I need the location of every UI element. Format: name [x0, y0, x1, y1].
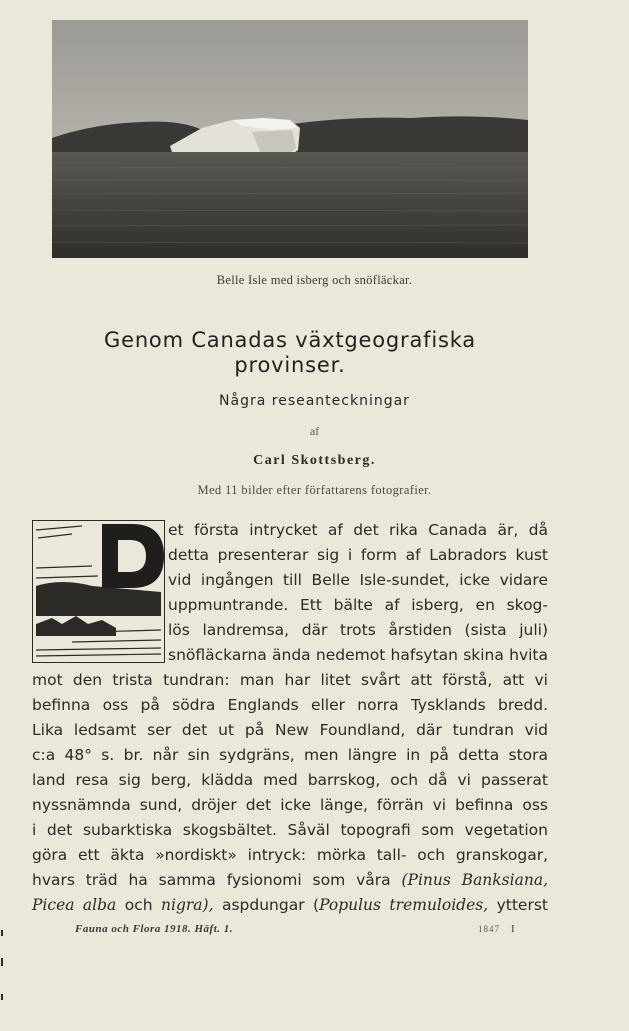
figure-caption: Belle Isle med isberg och snöfläckar.	[216, 273, 413, 287]
species-pinus-banksiana: (Pinus Banksiana,	[401, 871, 548, 889]
body-line-11: land resa sig berg, klädda med barrskog, och då vi passerat	[32, 771, 548, 789]
body-line-1: et första intrycket af det rika Canada är, då	[168, 521, 548, 539]
body-line-16	[32, 895, 548, 915]
body-line-5: lös landremsa, där trots årstiden (sista juli)	[168, 621, 548, 639]
journal-footer: Fauna och Flora 1918. Häft. 1.	[75, 923, 234, 935]
article-subtitle: Några reseanteckningar	[219, 393, 410, 409]
body-line-3: vid ingången till Belle Isle-sundet, icke vidare	[168, 571, 548, 589]
body-line-12: nyssnämnda sund, dröjer det icke länge, förrän vi befinna oss	[32, 796, 548, 814]
body-line-7: mot den trista tundran: man har litet svårt att förstå, att vi	[32, 671, 548, 689]
iceberg-photo	[52, 20, 528, 258]
article-title	[40, 328, 540, 378]
body-line-16-aspdungar: aspdungar (	[213, 896, 320, 914]
species-populus-tremuloides: Populus tremuloides,	[319, 896, 489, 914]
title-line-2: provinser.	[234, 353, 346, 377]
body-line-14: göra ett äkta »nordiskt» intryck: mörka tall- och granskogar,	[32, 846, 548, 864]
body-line-15-text: hvars träd ha samma fysionomi som våra	[32, 871, 402, 889]
signature-mark: I	[511, 923, 515, 935]
body-line-13: i det subarktiska skogsbältet. Såväl topografi som vegetation	[32, 821, 548, 839]
body-line-8: befinna oss på södra Englands eller norra Tysklands bredd.	[32, 696, 548, 714]
margin-binding-marks	[0, 928, 6, 1008]
author-name: Carl Skottsberg.	[253, 453, 376, 468]
body-line-15	[32, 870, 548, 890]
print-code: 1847	[478, 924, 500, 934]
title-line-1: Genom Canadas växtgeografiska	[104, 328, 476, 352]
species-nigra: nigra),	[161, 896, 214, 914]
body-line-10: c:a 48° s. br. når sin sydgräns, men längre in på detta stora	[32, 746, 548, 764]
species-picea-alba: Picea alba	[32, 896, 117, 914]
photo-credit-note: Med 11 bilder efter författarens fotografier.	[197, 483, 432, 497]
body-line-6: snöfläckarna ända nedemot hafsytan skina hvita	[168, 646, 548, 664]
body-line-4: uppmuntrande. Ett bälte af isberg, en skog-	[168, 596, 548, 614]
decorated-initial-d-icon	[32, 520, 165, 663]
body-line-16-och: och	[116, 896, 162, 914]
body-line-16-ytterst: ytterst	[488, 896, 548, 914]
byline-of: af	[309, 424, 320, 438]
body-line-2: detta presenterar sig i form af Labradors kust	[168, 546, 548, 564]
body-line-9: Lika ledsamt ser det ut på New Foundland, där tundran vid	[32, 721, 548, 739]
